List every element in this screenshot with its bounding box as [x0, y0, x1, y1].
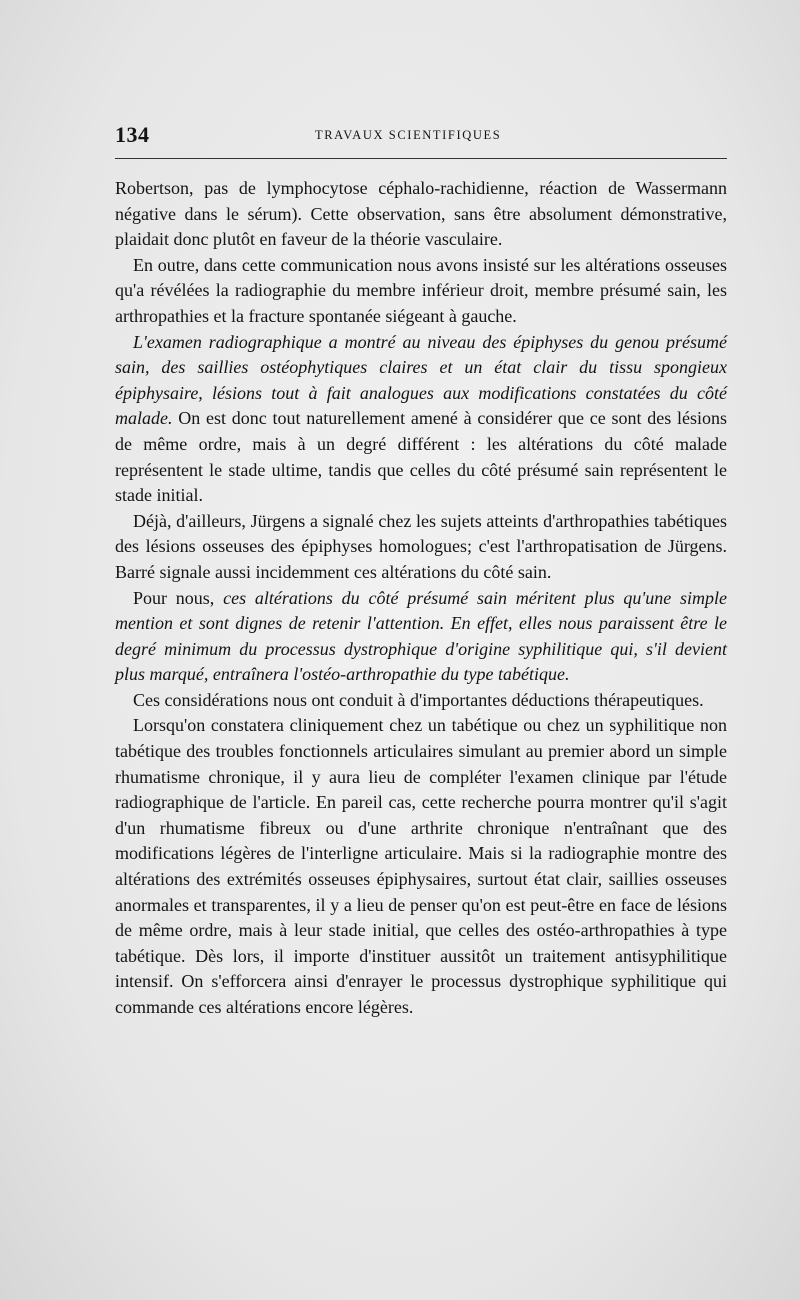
text-segment: Déjà, d'ailleurs, Jürgens a signalé chez les sujets atteints d'arthropathies tabétiques des lésions osseuses des épiphyses homologues; c'est l'arthropatisation de Jürgens. Barré signale aussi incidemment ces altérations du côté sain. [115, 510, 727, 582]
running-title: TRAVAUX SCIENTIFIQUES [315, 128, 502, 142]
text-segment: Lorsqu'on constatera cliniquement chez un tabétique ou chez un syphilitique non tabétique des troubles fonctionnels articulaires simulant au premier abord un simple rhumatisme chronique, il y aura lieu de compléter l'examen clinique par l'étude radiographique de l'article. En pareil cas, cette recherche pourra montrer qu'il s'agit d'un rhumatisme fibreux ou d'une arthrite chronique n'entraînant que des modifications légères de l'interligne articulaire. Mais si la radiographie montre des altérations des extrémités osseuses épiphysaires, surtout état clair, saillies osseuses anormales et transparentes, il y a lieu de penser qu'on est peut-être en face de lésions de même ordre, mais à leur stade initial, que celles des ostéo-arthropathies à type tabétique. Dès lors, il importe d'instituer aussitôt un traitement antisyphilitique intensif. On s'efforcera ainsi d'enrayer le processus dystrophique syphilitique qui commande ces altérations encore légères. [115, 715, 727, 1017]
paragraph-1 [115, 176, 727, 253]
text-segment: Robertson, pas de lymphocytose céphalo-rachidienne, réaction de Wassermann négative dans le sérum). Cette observation, sans être absolument démonstrative, plaidait donc plutôt en faveur de la théorie vasculaire. [115, 178, 727, 250]
text-segment: Ces considérations nous ont conduit à d'importantes déductions thérapeutiques. [133, 689, 704, 710]
paragraph-3 [115, 330, 727, 509]
body-text [115, 176, 727, 1021]
paragraph-5 [115, 586, 727, 688]
paragraph-6 [115, 688, 727, 714]
header-rule [115, 158, 727, 159]
italic-segment: L'examen radiographique a montré au niveau des épiphyses du genou présumé sain, des saillies ostéophytiques claires et un état clair du tissu spongieux épiphysaire, lésions tout à fait analogues aux modifications constatées du côté malade. [115, 331, 727, 429]
text-segment: Pour nous, [133, 587, 224, 608]
text-segment: On est donc tout naturellement amené à considérer que ce sont des lésions de même ordre, mais à un degré différent : les altérations du côté malade représentent le stade ultime, tandis que celles du côté présumé sain représentent le stade initial. [115, 408, 727, 506]
italic-segment: ces altérations du côté présumé sain méritent plus qu'une simple mention et sont dignes de retenir l'attention. En effet, elles nous paraissent être le degré minimum du processus dystrophique d'origine syphilitique qui, s'il devient plus marqué, entraînera l'ostéo-arthropathie du type tabétique. [115, 587, 727, 685]
paragraph-4 [115, 509, 727, 586]
page-number: 134 [115, 122, 150, 147]
paragraph-2 [115, 253, 727, 330]
text-segment: En outre, dans cette communication nous avons insisté sur les altérations osseuses qu'a révélées la radiographie du membre inférieur droit, membre présumé sain, les arthropathies et la fracture spontanée siégeant à gauche. [115, 254, 727, 326]
page-header [115, 122, 727, 156]
paragraph-7 [115, 713, 727, 1020]
